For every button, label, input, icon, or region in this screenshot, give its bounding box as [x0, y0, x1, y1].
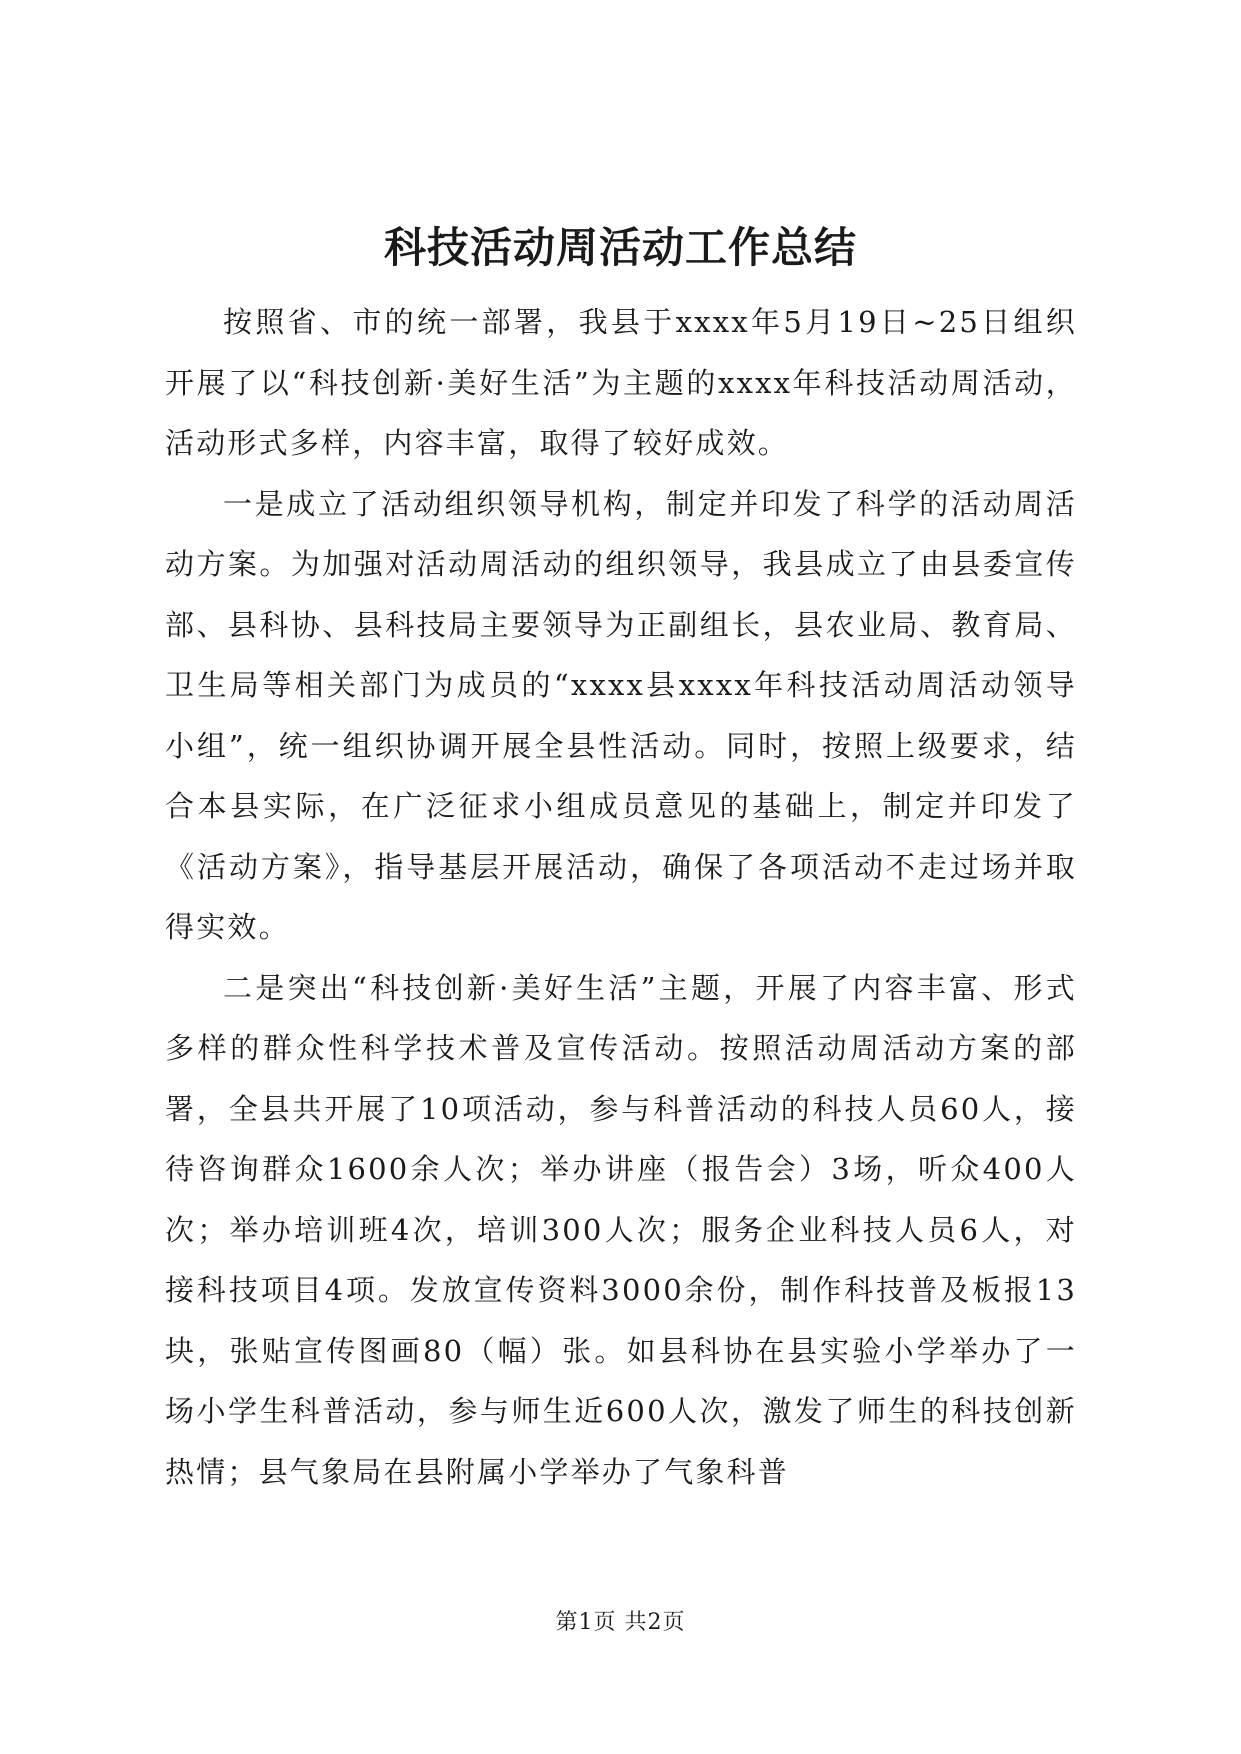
page-footer: 第1页 共2页 — [555, 1610, 686, 1635]
paragraph-leadership: 一是成立了活动组织领导机构，制定并印发了科学的活动周活动方案。为加强对活动周活动的组织领导，我县成立了由县委宣传部、县科协、县科技局主要领导为正副组长，县农业局、教育局、卫生局等相关部门为成员的“xxxx县xxxx年科技活动周活动领导小组”，统一组织协调开展全县性活动。同时，按照上级要求，结合本县实际，在广泛征求小组成员意见的基础上，制定并印发了《活动方案》，指导基层开展活动，确保了各项活动不走过场并取得实效。 — [165, 486, 1077, 944]
paragraph-activities: 二是突出“科技创新·美好生活”主题，开展了内容丰富、形式多样的群众性科学技术普及宣传活动。按照活动周活动方案的部署，全县共开展了10项活动，参与科普活动的科技人员60人，接待咨询群众1600余人次；举办讲座（报告会）3场，听众400人次；举办培训班4次，培训300人次；服务企业科技人员6人，对接科技项目4项。发放宣传资料3000余份，制作科技普及板报13块，张贴宣传图画80（幅）张。如县科协在县实验小学举办了一场小学生科普活动，参与师生近600人次，激发了师生的科技创新热情；县气象局在县附属小学举办了气象科普 — [165, 970, 1077, 1489]
paragraph-intro: 按照省、市的统一部署，我县于xxxx年5月19日~25日组织开展了以“科技创新·美好生活”为主题的xxxx年科技活动周活动，活动形式多样，内容丰富，取得了较好成效。 — [165, 305, 1077, 460]
document-body — [165, 292, 1077, 1502]
document-title: 科技活动周活动工作总结 — [383, 223, 857, 272]
